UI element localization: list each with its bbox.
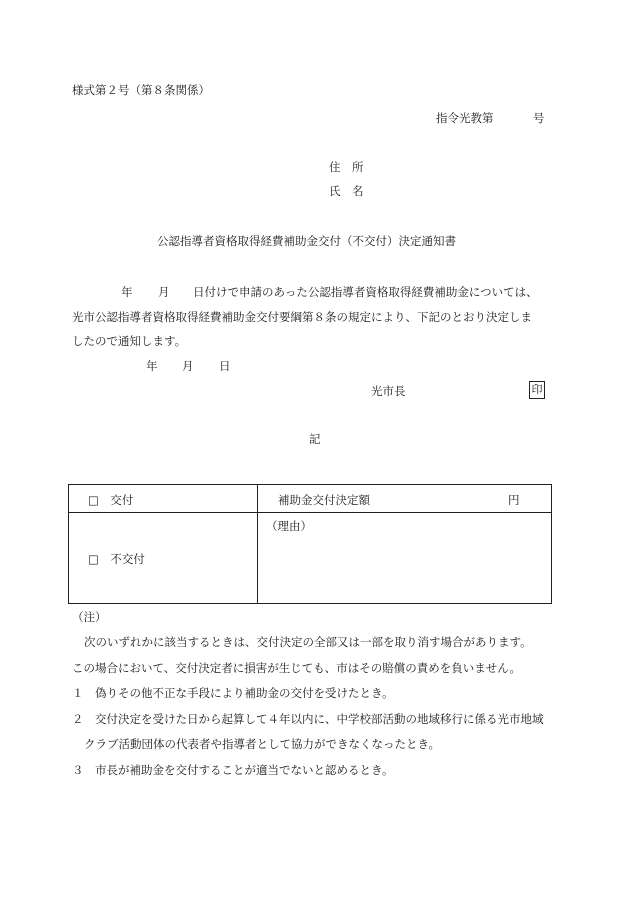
notes-item-3: ３ 市長が補助金を交付することが適当でないと認めるとき。 [72,763,394,777]
body-date-month: 月 [158,285,170,299]
document-title: 公認指導者資格取得経費補助金交付（不交付）決定通知書 [157,234,456,248]
notes-item-2-continued: クラブ活動団体の代表者や指導者として協力ができなくなったとき。 [84,737,441,751]
notes-heading: （注） [72,610,107,624]
grant-checkbox-label: □ 交付 [88,493,134,507]
form-style-label: 様式第２号（第８条関係） [72,83,210,97]
reason-label: （理由） [266,519,312,533]
document-number-prefix: 指令光教第 [436,111,494,125]
body-line-1: 日付けで申請のあった公認指導者資格取得経費補助金については、 [193,285,538,299]
issue-date-month: 月 [182,359,194,373]
issue-date-year: 年 [146,359,158,373]
grant-amount-label: 補助金交付決定額 [278,493,370,507]
seal-mark: 印 [529,381,545,399]
notes-paragraph-2: この場合において、交付決定者に損害が生じても、市はその賠償の責めを負いません。 [72,661,521,675]
table-column-divider [257,484,258,603]
name-label: 氏 名 [329,184,364,198]
table-row-divider [68,512,551,513]
body-line-2: 光市公認指導者資格取得経費補助金交付要綱第８条の規定により、下記のとおり決定しま [72,310,532,324]
notes-item-2: ２ 交付決定を受けた日から起算して４年以内に、中学校部活動の地域移行に係る光市地域 [72,712,544,726]
notes-item-1: １ 偽りその他不正な手段により補助金の交付を受けたとき。 [72,686,394,700]
body-line-3: したので通知します。 [72,334,187,348]
ki-heading: 記 [309,432,321,446]
issue-date-day: 日 [219,359,231,373]
document-number-suffix: 号 [533,111,545,125]
grant-amount-unit: 円 [508,493,520,507]
body-date-year: 年 [121,285,133,299]
address-label: 住 所 [329,160,364,174]
notes-paragraph-1: 次のいずれかに該当するときは、交付決定の全部又は一部を取り消す場合があります。 [84,635,532,649]
nongrant-checkbox-label: □ 不交付 [88,552,145,566]
issuer-name: 光市長 [371,384,406,398]
